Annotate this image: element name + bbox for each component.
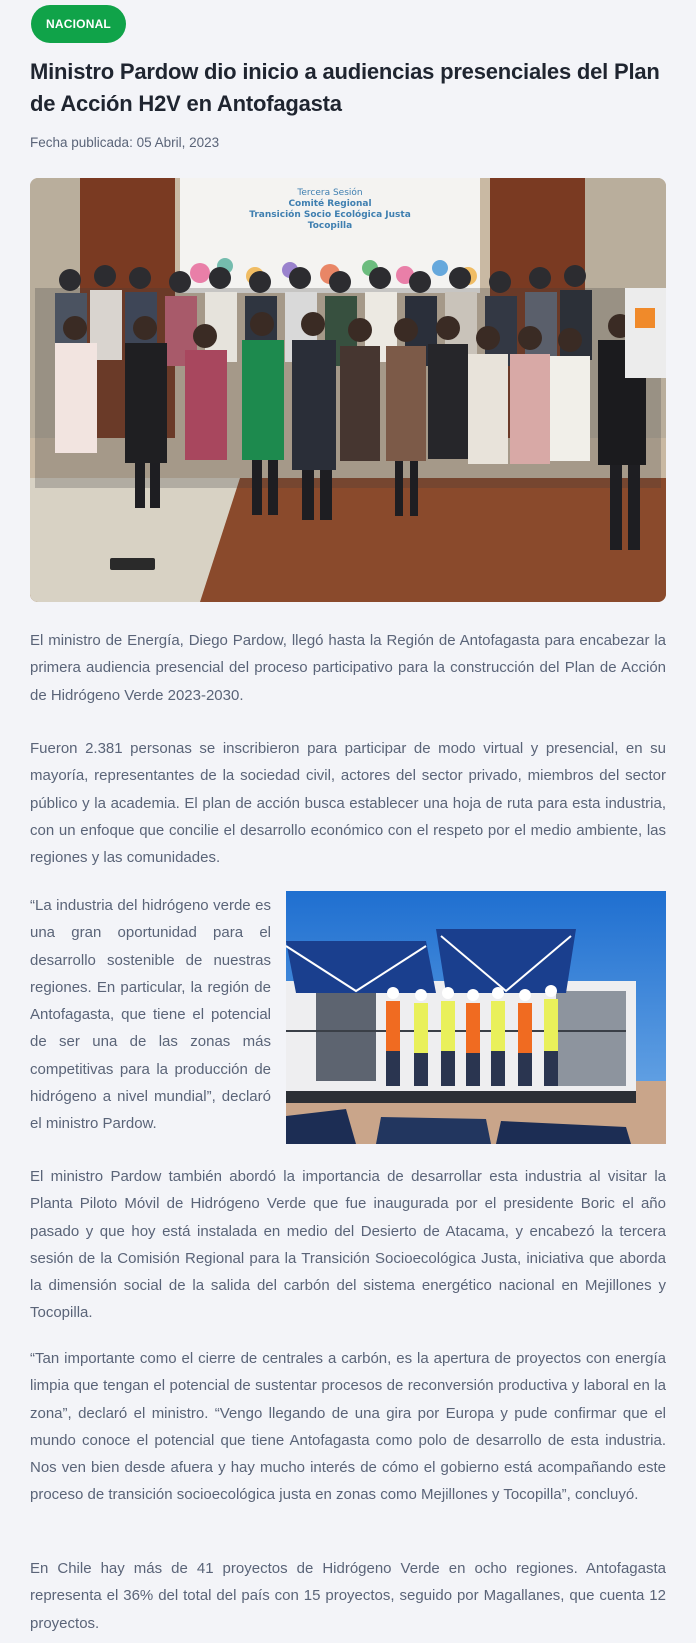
paragraph-5: En Chile hay más de 41 proyectos de Hidrógeno Verde en ocho regiones. Antofagasta representa el 36% del total del país con 15 proyectos, seguido por Magallanes, que cuenta 12 proyectos. — [30, 1560, 666, 1632]
paragraph-1: El ministro de Energía, Diego Pardow, llegó hasta la Región de Antofagasta para encabezar la primera audiencia presencial del proceso participativo para la construcción del Plan de Acción de Hidrógeno Verde 2023-2030. — [30, 632, 666, 704]
publish-date: Fecha publicada: 05 Abril, 2023 — [30, 135, 220, 150]
paragraph-2: Fueron 2.381 personas se inscribieron para participar de modo virtual y presencial, en su mayoría, representantes de la sociedad civil, actores del sector privado, miembros del sector público y la academia. El plan de acción busca establecer una hoja de ruta para esta industria, con un enfoque que concilie el desarrollo económico con el respeto por el medio ambiente, las regiones y las comunidades. — [30, 740, 666, 867]
screen-text-1: Tercera Sesión — [297, 188, 363, 198]
screen-text-2: Comité Regional — [288, 199, 372, 209]
screen-text-4: Tocopilla — [307, 221, 353, 231]
pilot-plant-illustration — [286, 891, 666, 1144]
article-title: Ministro Pardow dio inicio a audiencias presenciales del Plan de Acción H2V en Antofagasta — [30, 59, 660, 116]
category-badge[interactable]: NACIONAL — [31, 5, 126, 43]
main-photo-group-event — [30, 178, 666, 602]
quote-paragraph: “La industria del hidrógeno verde es una gran oportunidad para el desarrollo sostenible de nuestras regiones. En particular, la región de Antofagasta, que tiene el potencial de ser una de las zonas más competitivas para la producción de hidrógeno a nivel mundial”, declaró el ministro Pardow. — [30, 897, 271, 1133]
side-photo-pilot-plant — [286, 891, 666, 1144]
paragraph-3: El ministro Pardow también abordó la importancia de desarrollar esta industria al visitar la Planta Piloto Móvil de Hidrógeno Verde que fue inaugurada por el presidente Boric el año pasado y que hoy está instalada en medio del Desierto de Atacama, y encabezó la tercera sesión de la Comisión Regional para la Transición Socioecológica Justa, iniciativa que aborda la dimensión social de la salida del carbón del sistema energético nacional en Mejillones y Tocopilla. — [30, 1168, 666, 1322]
paragraph-4: “Tan importante como el cierre de centrales a carbón, es la apertura de proyectos con energía limpia que tengan el potencial de sustentar procesos de reconversión productiva y laboral en la zona”, declaró el ministro. “Vengo llegando de una gira por Europa y pude confirmar que el mundo conoce el potencial que tiene Antofagasta como polo de desarrollo de esta industria. Nos ven bien desde afuera y hay mucho interés de cómo el gobierno está acompañando este proceso de transición socioecológica justa en zonas como Mejillones y Tocopilla”, concluyó. — [30, 1350, 666, 1504]
group-photo-illustration — [30, 178, 666, 602]
screen-text-3: Transición Socio Ecológica Justa — [249, 210, 411, 220]
